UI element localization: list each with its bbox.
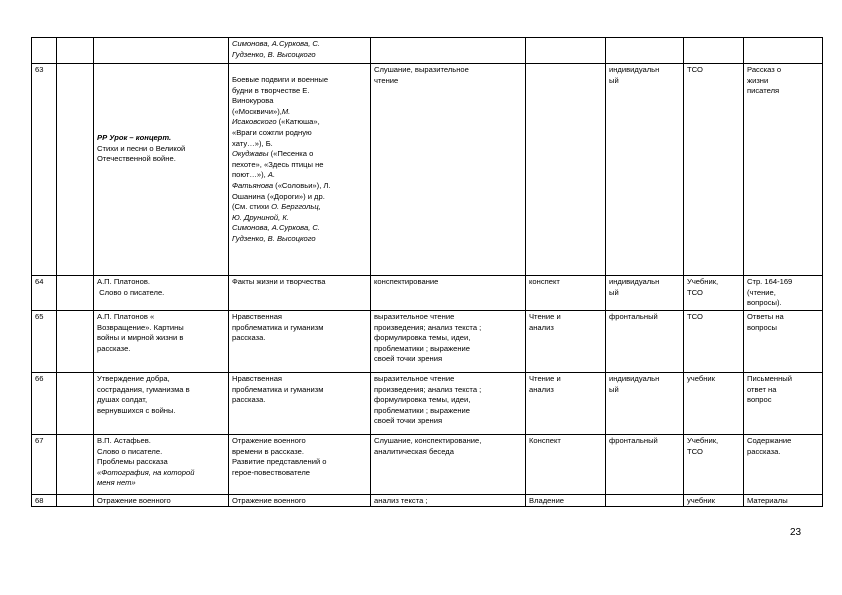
text-line: Утверждение добра, xyxy=(97,374,170,383)
author-name: Фатьянова xyxy=(232,180,274,190)
text-line: Чтение и xyxy=(529,374,561,383)
cell-topic xyxy=(94,276,229,311)
text-line: Винокурова xyxy=(232,96,274,106)
cell-date xyxy=(57,64,94,276)
text-line: герое-повествователе xyxy=(232,467,311,477)
text-line: Слово о писателе. xyxy=(97,287,165,297)
cell-topic: Отражение военного xyxy=(94,495,229,507)
cell-date xyxy=(57,276,94,311)
author-name: М. xyxy=(281,106,291,116)
cell-control xyxy=(526,64,606,276)
text-line: вопросы xyxy=(747,322,777,332)
text-line: рассказа. xyxy=(232,333,266,343)
text-line: «Враги сожгли родную xyxy=(232,127,312,137)
text-fragment: (См. стихи xyxy=(232,202,272,212)
text-line: анализ xyxy=(529,384,554,394)
text-line: ответ на xyxy=(747,384,777,394)
table-row xyxy=(32,38,823,64)
text-line: вопрос xyxy=(747,395,772,405)
text-line: Отражение военного xyxy=(232,436,306,445)
cell-homework xyxy=(744,276,823,311)
text-line: (чтение, xyxy=(747,287,776,297)
cell-control: Владение xyxy=(526,495,606,507)
work-title: «Фотография, на которой xyxy=(97,467,195,477)
cell-activity: анализ текста ; xyxy=(371,495,526,507)
cell-homework: Материалы xyxy=(744,495,823,507)
text-line: Проблемы рассказа xyxy=(97,457,168,467)
text-line: ТСО xyxy=(687,446,703,456)
cell-resources: учебник xyxy=(684,373,744,435)
text-line: произведения; анализ текста ; xyxy=(374,322,482,332)
text-line: Стр. 164-169 xyxy=(747,277,793,286)
text-line: Учебник, xyxy=(687,436,719,445)
text-line: Боевые подвиги и военные xyxy=(232,75,329,84)
cell-form: фронтальный xyxy=(606,311,684,373)
text-line: Слушание, конспектирование, xyxy=(374,436,482,445)
cell-resources: учебник xyxy=(684,495,744,507)
table-row xyxy=(32,311,823,373)
text-line: индивидуальн xyxy=(609,374,660,383)
text-line: жизни xyxy=(747,75,769,85)
table-row xyxy=(32,64,823,276)
table-row xyxy=(32,435,823,495)
text-line: аналитическая беседа xyxy=(374,446,454,456)
cell-homework xyxy=(744,311,823,373)
cell-control: конспект xyxy=(526,276,606,311)
cell-homework xyxy=(744,38,823,64)
cell-form xyxy=(606,495,684,507)
text-line: выразительное чтение xyxy=(374,312,455,321)
page-number: 23 xyxy=(790,527,802,538)
text-line: ый xyxy=(609,75,619,85)
cell-control: Конспект xyxy=(526,435,606,495)
cell-activity xyxy=(371,435,526,495)
text-line: Чтение и xyxy=(529,312,561,321)
text-fragment: («Москвичи»), xyxy=(232,106,282,116)
cell-resources: ТСО xyxy=(684,64,744,276)
text-fragment: («Песенка о xyxy=(268,149,314,159)
text-line: Развитие представлений о xyxy=(232,457,327,467)
text-line: проблематика и гуманизм xyxy=(232,322,324,332)
cell-content xyxy=(229,373,371,435)
cell-number: 66 xyxy=(32,373,57,435)
text-line: Ответы на xyxy=(747,312,784,321)
cell-number: 63 xyxy=(32,64,57,276)
text-line: Слушание, выразительное xyxy=(374,65,469,74)
cell-number: 64 xyxy=(32,276,57,311)
text-line: своей точки зрения xyxy=(374,416,443,426)
text-line: чтение xyxy=(374,75,399,85)
text-line: своей точки зрения xyxy=(374,354,443,364)
text-line: Стихи и песни о Великой xyxy=(97,143,186,153)
cell-date xyxy=(57,495,94,507)
cell-activity xyxy=(371,373,526,435)
text-line: рассказа. xyxy=(232,395,266,405)
author-name: А. xyxy=(265,170,276,180)
text-line: Отечественной войне. xyxy=(97,154,176,164)
cell-date xyxy=(57,38,94,64)
text-line: Нравственная xyxy=(232,374,283,383)
text-fragment: («Катюша», xyxy=(276,117,320,127)
text-line: хату…»), Б. xyxy=(232,138,273,148)
text-line: Гудзенко, В. Высоцкого xyxy=(232,233,316,243)
cell-number: 67 xyxy=(32,435,57,495)
cell-number: 65 xyxy=(32,311,57,373)
cell-resources: ТСО xyxy=(684,311,744,373)
text-line: времени в рассказе. xyxy=(232,446,305,456)
cell-control xyxy=(526,311,606,373)
text-line: Возвращение». Картины xyxy=(97,322,184,332)
cell-topic xyxy=(94,435,229,495)
cell-content xyxy=(229,311,371,373)
text-line: индивидуальн xyxy=(609,65,660,74)
cell-homework xyxy=(744,64,823,276)
cell-resources xyxy=(684,38,744,64)
cell-homework xyxy=(744,373,823,435)
cell-activity: конспектирование xyxy=(371,276,526,311)
text-fragment: поют…»), xyxy=(232,170,266,180)
text-line: войны и мирной жизни в xyxy=(97,333,184,343)
text-line: Рассказ о xyxy=(747,65,782,74)
cell-activity xyxy=(371,64,526,276)
cell-resources xyxy=(684,276,744,311)
text-line: Гудзенко, В. Высоцкого xyxy=(232,49,316,59)
cell-number: 68 xyxy=(32,495,57,507)
cell-content xyxy=(229,64,371,276)
cell-topic xyxy=(94,373,229,435)
cell-content xyxy=(229,435,371,495)
text-line: Ю. Друниной, К. xyxy=(232,212,289,222)
cell-date xyxy=(57,435,94,495)
cell-topic xyxy=(94,311,229,373)
text-line: Нравственная xyxy=(232,312,283,321)
text-fragment: («Соловьи»), Л. xyxy=(273,180,331,190)
text-line: индивидуальн xyxy=(609,277,660,286)
text-line: В.П. Астафьев. xyxy=(97,436,151,445)
text-line: проблематика и гуманизм xyxy=(232,384,324,394)
text-line: анализ xyxy=(529,322,554,332)
text-line: формулировка темы, идеи, xyxy=(374,395,471,405)
cell-topic xyxy=(94,64,229,276)
text-line: душах солдат, xyxy=(97,395,148,405)
table-row xyxy=(32,495,823,507)
cell-form xyxy=(606,38,684,64)
text-line: вопросы). xyxy=(747,298,782,308)
cell-homework xyxy=(744,435,823,495)
cell-date xyxy=(57,373,94,435)
lesson-type-label: РР Урок – концерт. xyxy=(97,133,172,142)
text-line: проблематики ; выражение xyxy=(374,405,471,415)
cell-date xyxy=(57,311,94,373)
cell-activity xyxy=(371,311,526,373)
cell-content: Факты жизни и творчества xyxy=(229,276,371,311)
cell-topic xyxy=(94,38,229,64)
cell-form xyxy=(606,373,684,435)
cell-resources xyxy=(684,435,744,495)
text-line: проблематики ; выражение xyxy=(374,343,471,353)
text-line: ый xyxy=(609,384,619,394)
text-line: Письменный xyxy=(747,374,792,383)
author-name: Исаковского xyxy=(232,117,277,127)
text-line: А.П. Платонов. xyxy=(97,277,150,286)
cell-control xyxy=(526,38,606,64)
text-line: ТСО xyxy=(687,287,703,297)
text-line: ый xyxy=(609,287,619,297)
table-row xyxy=(32,276,823,311)
text-line: А.П. Платонов « xyxy=(97,312,155,321)
text-line: вернувшихся с войны. xyxy=(97,405,176,415)
text-line: Содержание xyxy=(747,436,792,445)
author-name: Окуджавы xyxy=(232,149,269,159)
text-line: пехоте», «Здесь птицы не xyxy=(232,159,324,169)
text-line: рассказа. xyxy=(747,446,781,456)
text-line: Ошанина («Дороги») и др. xyxy=(232,191,325,201)
text-line: выразительное чтение xyxy=(374,374,455,383)
text-line: Симонова, А.Суркова, С. xyxy=(232,39,321,48)
text-line: произведения; анализ текста ; xyxy=(374,384,482,394)
text-line: будни в творчестве Е. xyxy=(232,85,310,95)
cell-control xyxy=(526,373,606,435)
lesson-plan-table xyxy=(31,37,823,507)
text-line: Симонова, А.Суркова, С. xyxy=(232,223,321,233)
cell-activity xyxy=(371,38,526,64)
text-line: формулировка темы, идеи, xyxy=(374,333,471,343)
table-row xyxy=(32,373,823,435)
cell-form xyxy=(606,276,684,311)
work-title: меня нет» xyxy=(97,478,136,488)
cell-form xyxy=(606,64,684,276)
text-line: Учебник, xyxy=(687,277,719,286)
cell-number xyxy=(32,38,57,64)
cell-content: Отражение военного xyxy=(229,495,371,507)
text-line: писателя xyxy=(747,86,780,96)
cell-form: фронтальный xyxy=(606,435,684,495)
author-name: О. Берггольц, xyxy=(271,202,321,212)
text-line: сострадания, гуманизма в xyxy=(97,384,190,394)
cell-content xyxy=(229,38,371,64)
text-line: Слово о писателе. xyxy=(97,446,163,456)
text-line: рассказе. xyxy=(97,343,131,353)
